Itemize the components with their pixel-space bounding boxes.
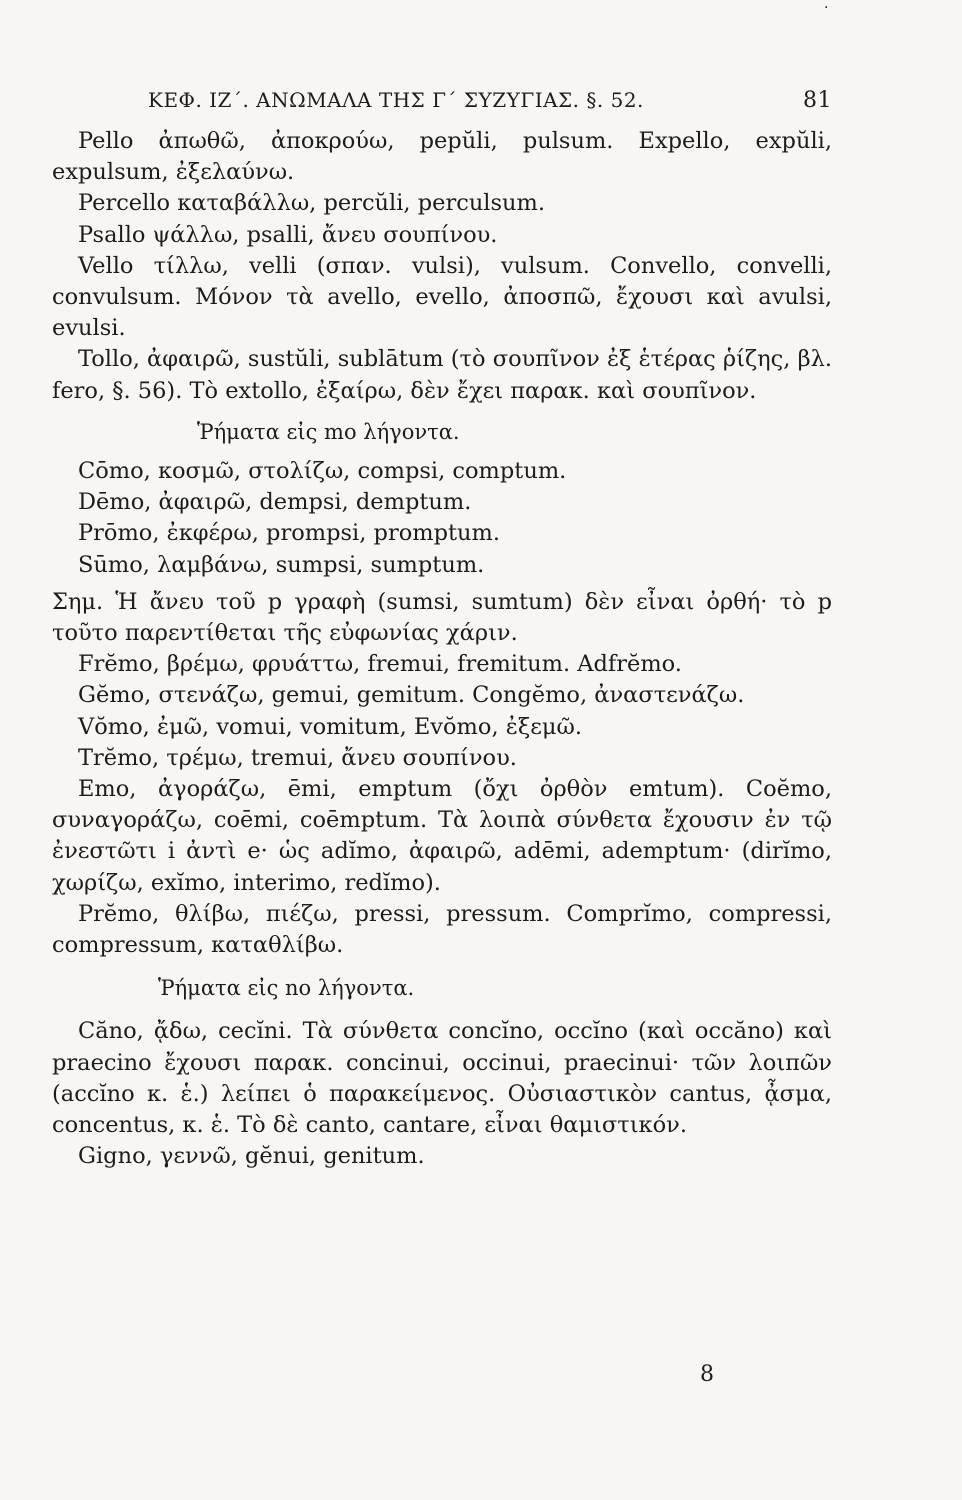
- paragraph-demo: Dēmo, ἀφαιρῶ, dempsi, demptum.: [78, 489, 472, 516]
- paragraph-tollo: Tollo, ἀφαιρῶ, sustŭli, sublātum (τὸ σουπῖνον ἐξ ἑτέρας ῥίζης, βλ. fero, §. 56). Τὸ extollo, ἐξαίρω, δὲν ἔχει παρακ. καὶ σουπῖνον.: [52, 346, 832, 404]
- page-header: [148, 88, 832, 120]
- paragraph-premo: Prĕmo, θλίβω, πιέζω, pressi, pressum. Comprĭmo, compressi, compressum, καταθλίβω.: [52, 900, 832, 959]
- running-head: ΚΕΦ. ΙΖ΄. ΑΝΩΜΑΛΑ ΤΗΣ Γ΄ ΣΥΖΥΓΙΑΣ. §. 52.: [148, 88, 644, 112]
- paragraph-como: Cōmo, κοσμῶ, στολίζω, compsi, comptum.: [78, 458, 567, 485]
- paragraph-vomo: Vŏmo, ἐμῶ, vomui, vomitum, Evŏmo, ἐξεμῶ.: [78, 713, 582, 740]
- paragraph-cano: Căno, ᾄδω, cecĭni. Τὰ σύνθετα concĭno, occĭno (καὶ occăno) καὶ praecino ἔχουσι παρακ. concinui, occinui, praecinui· τῶν λοιπῶν (accĭno κ. ἑ.) λείπει ὁ παρακείμενος. Οὐσιαστικὸν cantus, ᾆσμα, concentus, κ. ἑ. Τὸ δὲ canto, cantare, εἶναι θαμιστικόν.: [52, 1018, 832, 1139]
- paragraph-promo: Prōmo, ἐκφέρω, prompsi, promptum.: [78, 520, 501, 547]
- paragraph-fremo: Frĕmo, βρέμω, φρυάττω, fremui, fremitum. Adfrĕmo.: [78, 651, 682, 678]
- paragraph-vello: Vello τίλλω, velli (σπαν. vulsi), vulsum. Convello, convelli, convulsum. Μόνον τὰ avello, evello, ἀποσπῶ, ἔχουσι καὶ avulsi, evulsi.: [52, 252, 832, 342]
- paragraph-gigno: Gigno, γεννῶ, gĕnui, genitum.: [78, 1143, 425, 1170]
- page-number: 81: [803, 88, 832, 113]
- paragraph-sumo: Sūmo, λαμβάνω, sumpsi, sumptum.: [78, 551, 485, 578]
- paragraph-percello: Percello καταβάλλω, percŭli, perculsum.: [78, 190, 546, 217]
- paragraph-pello: Pello ἀπωθῶ, ἀποκρούω, pepŭli, pulsum. Expello, expŭli, expulsum, ἐξελαύνω.: [52, 128, 832, 186]
- paragraph-tremo: Trĕmo, τρέμω, tremui, ἄνευ σουπίνου.: [78, 744, 517, 771]
- section-heading-mo: Ῥήματα εἰς mo λήγοντα.: [197, 419, 460, 444]
- paragraph-gemo: Gĕmo, στενάζω, gemui, gemitum. Congĕmo, ἀναστενάζω.: [78, 682, 745, 709]
- signature-mark: 8: [700, 1362, 714, 1387]
- body-text: [52, 126, 832, 1173]
- paragraph-emo: Emo, ἀγοράζω, ēmi, emptum (ὄχι ὀρθὸν emtum). Coĕmo, συναγοράζω, coēmi, coēmptum. Τὰ λοιπὰ σύνθετα ἔχουσιν ἐν τῷ ἐνεστῶτι i ἀντὶ e· ὡς adĭmo, ἀφαιρῶ, adēmi, ademptum· (dirĭmo, χωρίζω, exĭmo, interimo, redĭmo).: [52, 776, 832, 896]
- corner-mark: ·: [824, 0, 829, 16]
- paragraph-psallo: Psallo ψάλλω, psalli, ἄνευ σουπίνου.: [78, 221, 498, 248]
- note-sumsi: Σημ. Ἡ ἄνευ τοῦ p γραφὴ (sumsi, sumtum) δὲν εἶναι ὀρθή· τὸ p τοῦτο παρεντίθεται τῆς εὐφωνίας χάριν.: [52, 588, 832, 647]
- section-heading-no: Ῥήματα εἰς no λήγοντα.: [158, 976, 415, 1001]
